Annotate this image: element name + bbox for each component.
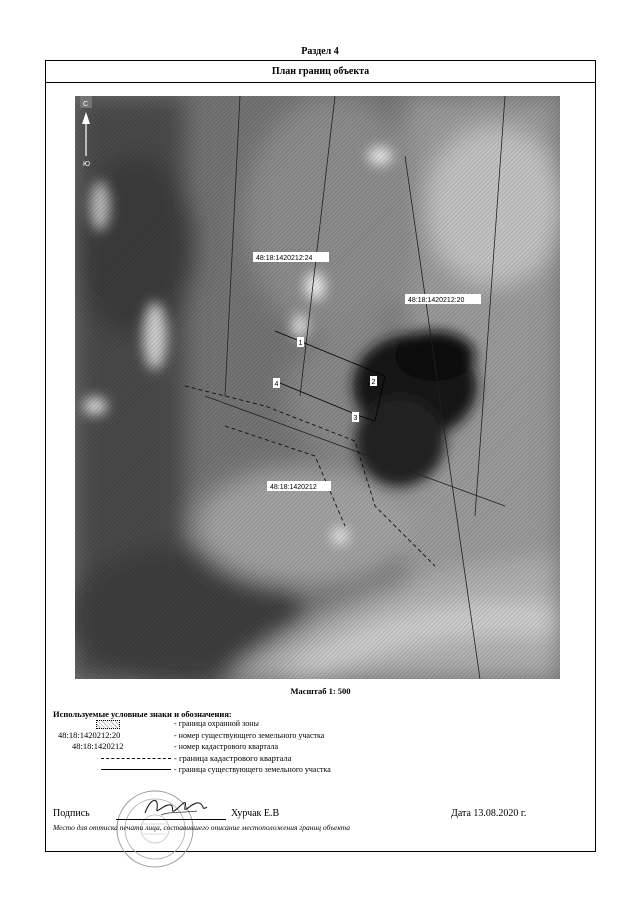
legend-symbol-parcel-number: 48:18:1420212:20 — [58, 730, 121, 740]
point-label-2: 2 — [371, 379, 376, 386]
signature-line — [116, 819, 226, 820]
signature-date: Дата 13.08.2020 г. — [451, 808, 527, 819]
section-title: Раздел 4 — [301, 46, 339, 57]
legend-item-parcel-number: - номер существующего земельного участка — [174, 731, 325, 740]
legend-symbol-protection-zone — [96, 720, 120, 729]
legend-item-parcel-boundary: - граница существующего земельного участка — [174, 765, 331, 774]
map-canvas — [75, 96, 560, 679]
legend-symbol-quarter-number: 48:18:1420212 — [72, 741, 124, 751]
parcel-label-20: 48:18:1420212:20 — [408, 297, 465, 304]
legend-symbol-quarter-boundary — [101, 758, 171, 759]
quarter-label: 48:18:1420212 — [270, 484, 317, 491]
compass-north: С — [83, 101, 89, 108]
legend-item-quarter-number: - номер кадастрового квартала — [174, 742, 279, 751]
seal-place-note: Место для оттиска печати лица, составившего описание местоположения границ объекта — [53, 823, 351, 832]
signer-name: Хурчак Е.В — [231, 808, 280, 819]
parcel-label-24: 48:18:1420212:24 — [256, 255, 313, 262]
plan-title: План границ объекта — [46, 61, 595, 83]
legend-title: Используемые условные знаки и обозначения: — [53, 709, 232, 719]
aerial-map — [75, 96, 560, 679]
plan-frame — [45, 60, 596, 852]
legend-item-quarter-boundary: - граница кадастрового квартала — [174, 753, 292, 763]
handwritten-signature — [141, 793, 211, 819]
point-label-1: 1 — [298, 340, 303, 347]
point-label-4: 4 — [274, 381, 279, 388]
signature-label: Подпись — [53, 808, 90, 819]
scale-text: Масштаб 1: 500 — [290, 686, 351, 696]
point-label-3: 3 — [353, 415, 358, 422]
legend-item-protection-zone: - граница охранной зоны — [174, 719, 259, 728]
legend-symbol-parcel-boundary — [101, 769, 171, 770]
compass-south: Ю — [83, 161, 91, 168]
